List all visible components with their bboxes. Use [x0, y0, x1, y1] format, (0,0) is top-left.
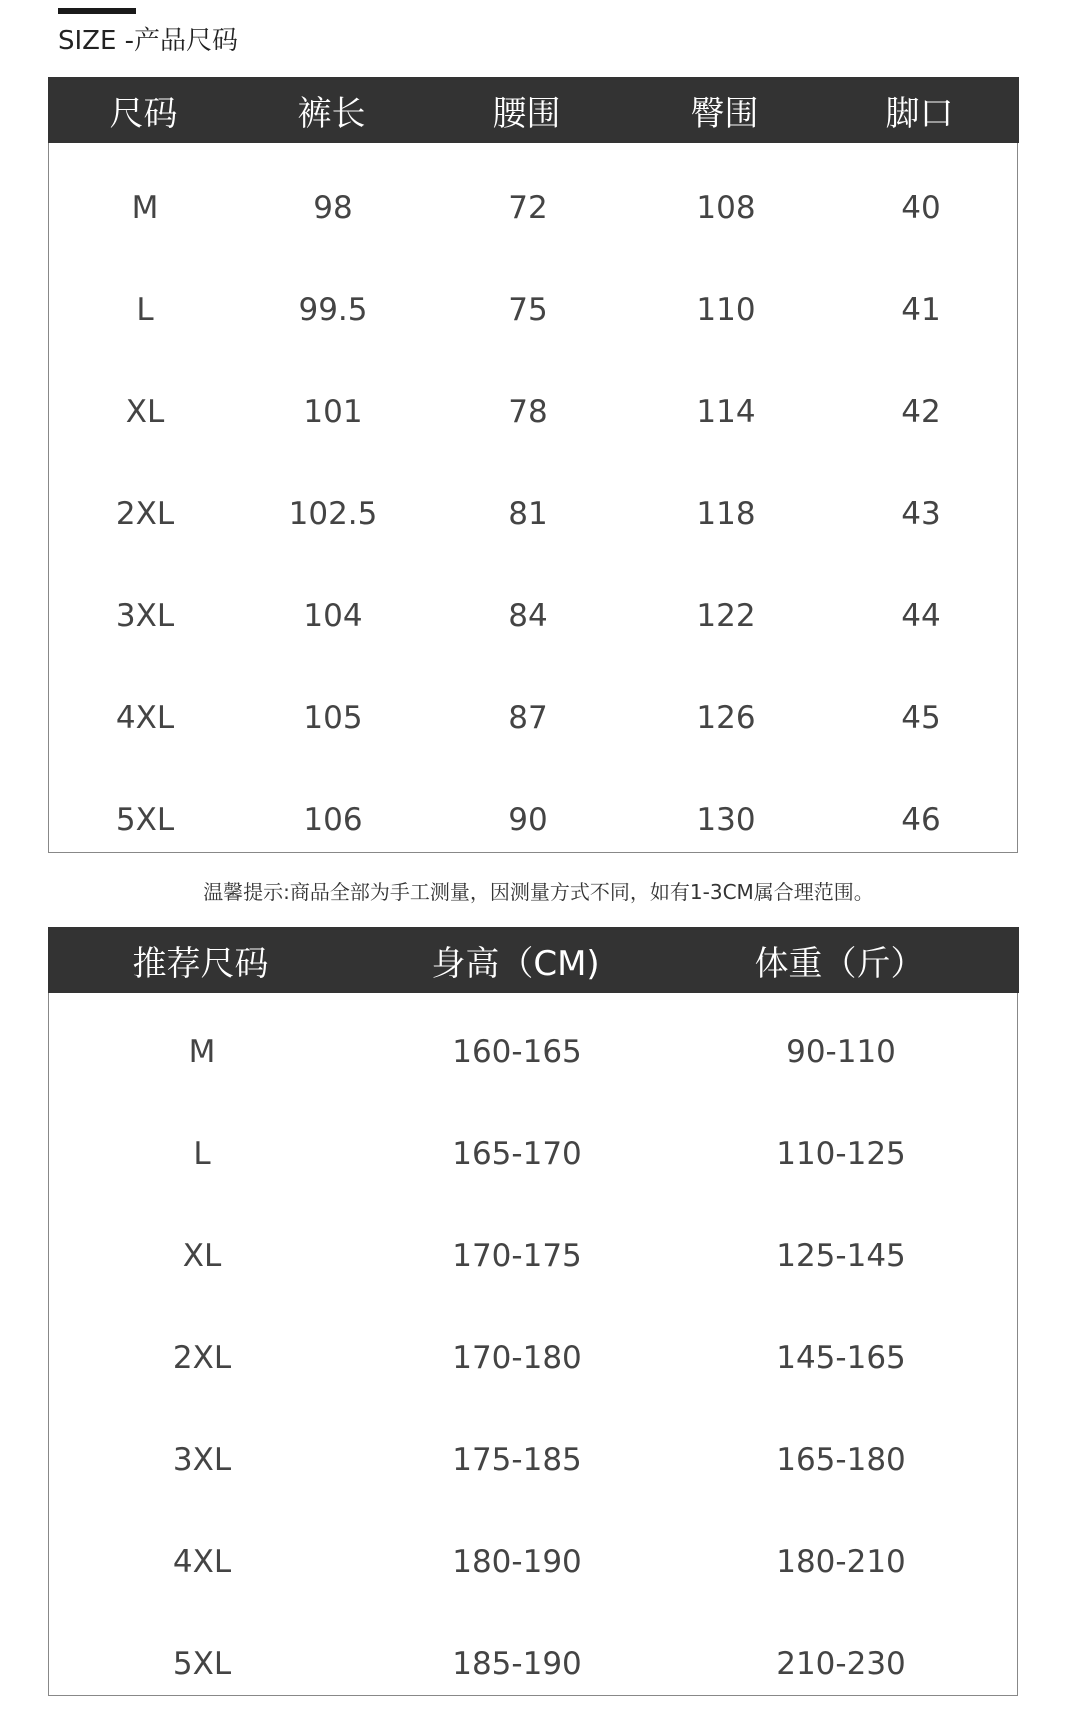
table-row [49, 1001, 1017, 1103]
header-cell: 尺码 [109, 93, 178, 134]
table-row [49, 1103, 1017, 1205]
header-cell: 体重（斤） [754, 943, 925, 984]
table-cell: M [131, 190, 159, 226]
table-row [49, 259, 1017, 361]
table-cell: 72 [508, 190, 548, 226]
table-cell: 165-180 [776, 1442, 906, 1478]
table-row [49, 667, 1017, 769]
table-cell: 170-175 [452, 1238, 582, 1274]
table-cell: 98 [313, 190, 353, 226]
table-row [49, 565, 1017, 667]
table-cell: 4XL [115, 700, 175, 736]
table-cell: 185-190 [452, 1646, 582, 1682]
table-cell: 125-145 [776, 1238, 906, 1274]
table-cell: 3XL [172, 1442, 232, 1478]
table-cell: 110-125 [776, 1136, 906, 1172]
table-cell: 122 [696, 598, 756, 634]
table-cell: 180-210 [776, 1544, 906, 1580]
measurement-note [0, 876, 1080, 905]
table-cell: 160-165 [452, 1034, 582, 1070]
table-cell: 87 [508, 700, 548, 736]
header-cell: 身高（CM) [431, 943, 600, 984]
table-row [49, 769, 1017, 871]
header-cell: 脚口 [885, 93, 954, 134]
table-cell: 81 [508, 496, 548, 532]
header-cell: 腰围 [492, 93, 561, 134]
title-accent-bar [58, 8, 136, 14]
table-cell: 99.5 [298, 292, 368, 328]
table-cell: XL [182, 1238, 222, 1274]
table-cell: XL [125, 394, 165, 430]
table-cell: 43 [901, 496, 941, 532]
recommend-table [48, 927, 1018, 1696]
recommend-table-body [49, 1001, 1017, 1715]
header-cell: 臀围 [690, 93, 759, 134]
table-cell: L [193, 1136, 211, 1172]
table-cell: 106 [303, 802, 363, 838]
table-cell: 41 [901, 292, 941, 328]
table-row [49, 1613, 1017, 1715]
table-row [49, 1307, 1017, 1409]
table-cell: 126 [696, 700, 756, 736]
table-cell: 45 [901, 700, 941, 736]
table-cell: 101 [303, 394, 363, 430]
table-cell: 90-110 [786, 1034, 896, 1070]
table-cell: 165-170 [452, 1136, 582, 1172]
table-cell: 2XL [172, 1340, 232, 1376]
table-cell: 104 [303, 598, 363, 634]
size-table-body [49, 157, 1017, 871]
size-table [48, 77, 1018, 853]
table-row [49, 157, 1017, 259]
table-cell: 90 [508, 802, 548, 838]
table-cell: 46 [901, 802, 941, 838]
table-cell: 3XL [115, 598, 175, 634]
table-cell: 5XL [115, 802, 175, 838]
table-cell: 118 [696, 496, 756, 532]
table-cell: 5XL [172, 1646, 232, 1682]
table-cell: 44 [901, 598, 941, 634]
header-cell: 推荐尺码 [132, 943, 269, 984]
table-cell: 170-180 [452, 1340, 582, 1376]
section-title [58, 8, 238, 57]
table-cell: 40 [901, 190, 941, 226]
table-row [49, 1409, 1017, 1511]
table-cell: 110 [696, 292, 756, 328]
table-cell: M [188, 1034, 216, 1070]
table-cell: 105 [303, 700, 363, 736]
table-cell: 180-190 [452, 1544, 582, 1580]
table-cell: 130 [696, 802, 756, 838]
table-cell: 102.5 [288, 496, 378, 532]
table-cell: 78 [508, 394, 548, 430]
table-cell: 210-230 [776, 1646, 906, 1682]
table-row [49, 1511, 1017, 1613]
size-table-header [48, 77, 1019, 143]
table-cell: 108 [696, 190, 756, 226]
table-cell: 75 [508, 292, 548, 328]
note-text: 温馨提示:商品全部为手工测量，因测量方式不同，如有1-3CM属合理范围。 [203, 880, 874, 904]
table-cell: 4XL [172, 1544, 232, 1580]
page-title: SIZE -产品尺码 [58, 26, 239, 56]
table-cell: 114 [696, 394, 756, 430]
table-row [49, 361, 1017, 463]
table-cell: L [136, 292, 154, 328]
table-cell: 84 [508, 598, 548, 634]
header-cell: 裤长 [297, 93, 366, 134]
table-cell: 175-185 [452, 1442, 582, 1478]
table-row [49, 1205, 1017, 1307]
table-cell: 145-165 [776, 1340, 906, 1376]
table-cell: 2XL [115, 496, 175, 532]
recommend-table-header [48, 927, 1019, 993]
table-cell: 42 [901, 394, 941, 430]
table-row [49, 463, 1017, 565]
